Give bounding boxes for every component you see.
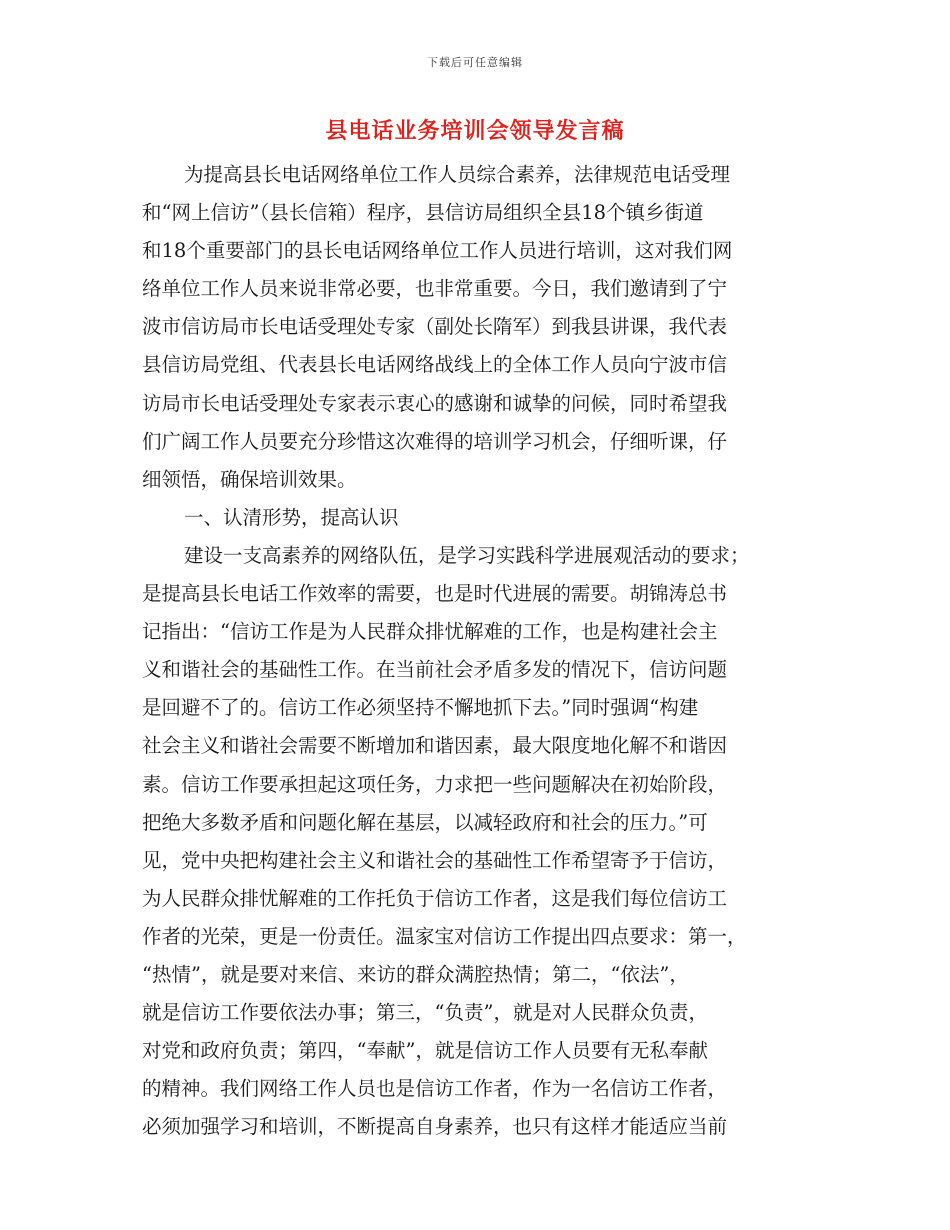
body-line: 社会主义和谐社会需要不断增加和谐因素，最大限度地化解不和谐因 <box>142 734 728 758</box>
body-line: 和18个重要部门的县长电话网络单位工作人员进行培训，这对我们网 <box>142 239 733 263</box>
body-line: 是提高县长电话工作效率的需要，也是时代进展的需要。胡锦涛总书 <box>142 582 728 606</box>
body-line: 把绝大多数矛盾和问题化解在基层，以减轻政府和社会的压力。”可 <box>142 810 708 834</box>
body-line: 访局市长电话受理处专家表示衷心的感谢和诚挚的问候，同时希望我 <box>142 391 728 415</box>
body-line: 为提高县长电话网络单位工作人员综合素养，法律规范电话受理 <box>184 163 731 186</box>
document-body <box>142 156 812 1146</box>
body-line: 作者的光荣，更是一份责任。温家宝对信访工作提出四点要求：第一， <box>142 924 747 948</box>
body-line: 素。信访工作要承担起这项任务，力求把一些问题解决在初始阶段， <box>142 772 728 796</box>
body-line: 们广阔工作人员要充分珍惜这次难得的培训学习机会，仔细听课，仔 <box>142 429 728 453</box>
body-line: 义和谐社会的基础性工作。在当前社会矛盾多发的情况下，信访问题 <box>142 658 728 682</box>
body-line: 见，党中央把构建社会主义和谐社会的基础性工作希望寄予于信访， <box>142 848 728 872</box>
document-title: 县电话业务培训会领导发言稿 <box>325 118 625 144</box>
body-line: 和“网上信访”（县长信箱）程序，县信访局组织全县18个镇乡街道 <box>142 201 704 225</box>
body-line: 波市信访局市长电话受理处专家（副处长隋军）到我县讲课，我代表 <box>142 315 728 339</box>
body-line: 县信访局党组、代表县长电话网络战线上的全体工作人员向宁波市信 <box>142 353 728 377</box>
body-line: “热情”，就是要对来信、来访的群众满腔热情；第二，“依法”， <box>142 962 689 986</box>
body-line: 的精神。我们网络工作人员也是信访工作者，作为一名信访工作者， <box>142 1077 728 1101</box>
section-heading: 一、认清形势，提高认识 <box>184 505 399 529</box>
body-line: 对党和政府负责；第四，“奉献”，就是信访工作人员要有无私奉献 <box>142 1039 708 1063</box>
body-line: 是回避不了的。信访工作必须坚持不懈地抓下去。”同时强调“构建 <box>142 696 699 720</box>
body-line: 细领悟，确保培训效果。 <box>142 467 357 491</box>
body-line: 建设一支高素养的网络队伍，是学习实践科学进展观活动的要求； <box>184 543 750 567</box>
body-line: 就是信访工作要依法办事；第三，“负责”，就是对人民群众负责， <box>142 1001 708 1025</box>
body-line: 络单位工作人员来说非常必要，也非常重要。今日，我们邀请到了宁 <box>142 277 728 301</box>
page-header-note: 下载后可任意编辑 <box>427 56 523 69</box>
body-line: 记指出：“信访工作是为人民群众排忧解难的工作，也是构建社会主 <box>142 620 718 644</box>
body-line: 为人民群众排忧解难的工作托负于信访工作者，这是我们每位信访工 <box>142 886 728 910</box>
body-line: 必须加强学习和培训，不断提高自身素养，也只有这样才能适应当前 <box>142 1115 728 1139</box>
